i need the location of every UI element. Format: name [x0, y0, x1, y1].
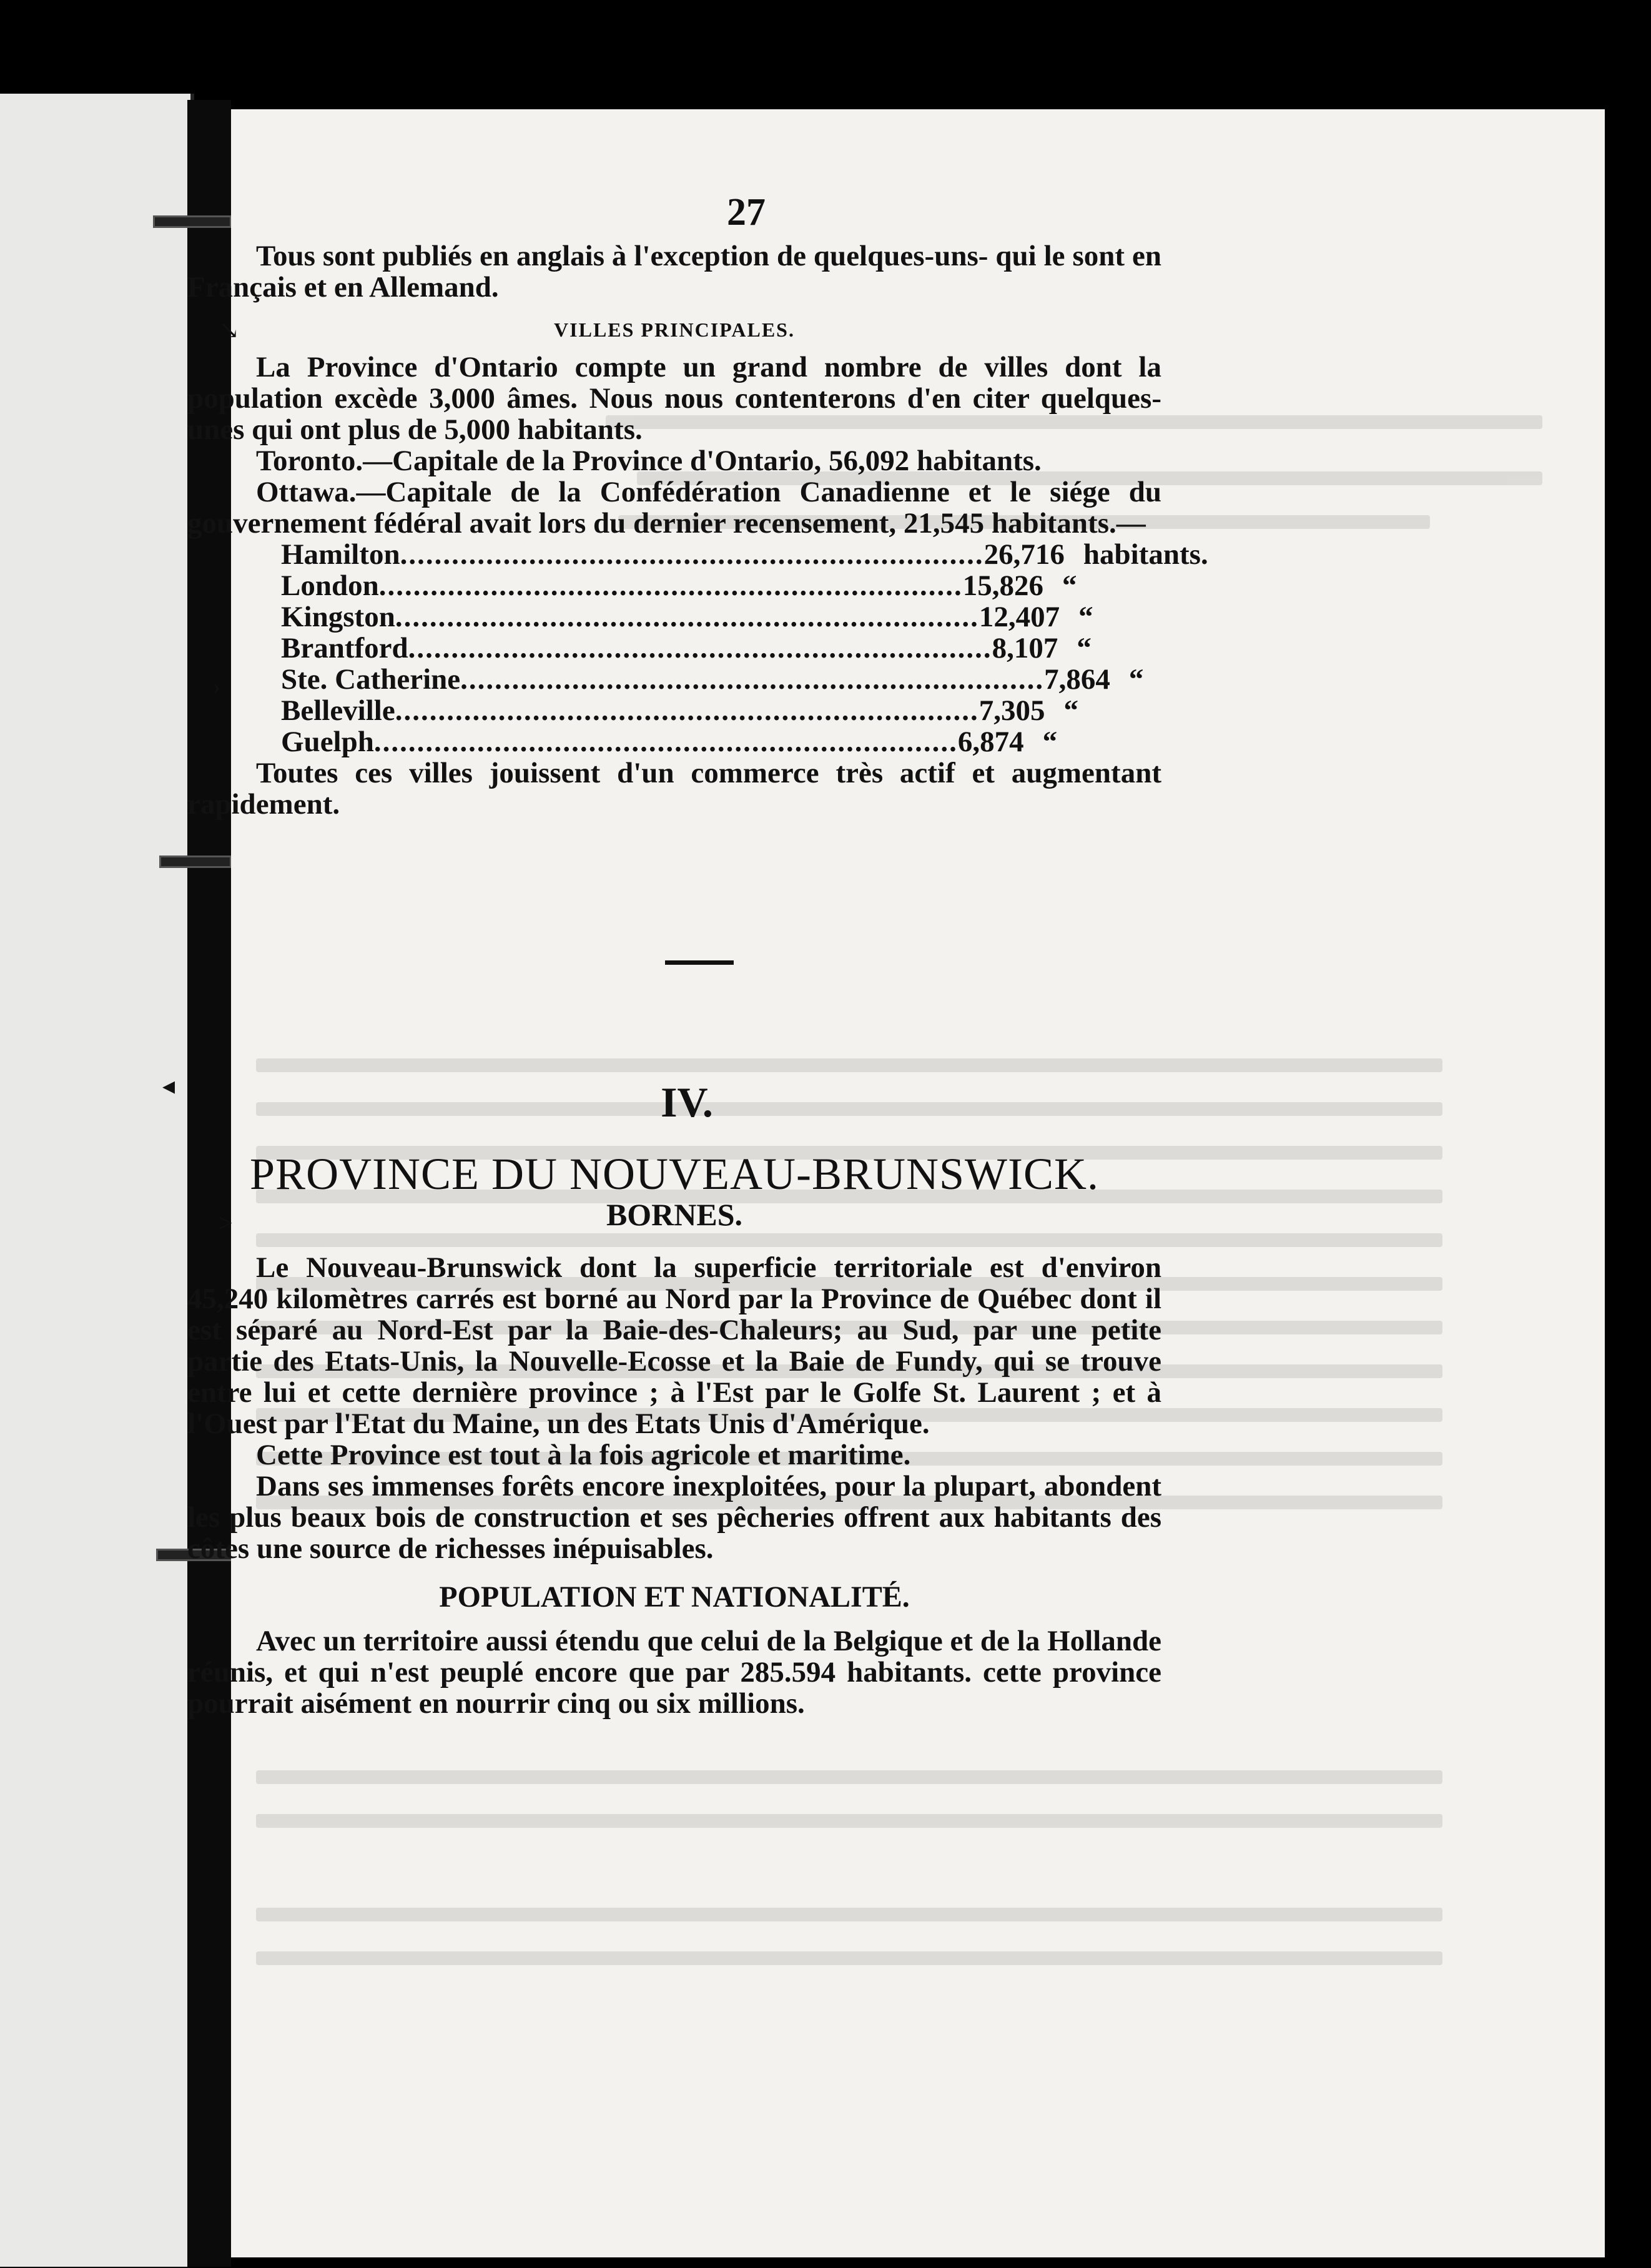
margin-mark: ◂ [162, 1072, 175, 1100]
ottawa-line: Ottawa.—Capitale de la Confédération Canadienne et le siége du gouvernement fédéral avait lors du dernier recensement, 21,545 habitants.— [187, 476, 1161, 540]
margin-mark: › [212, 672, 221, 700]
leader-dots: .................................................................... [460, 663, 1045, 696]
city-name: Brantford [281, 632, 408, 664]
city-row [281, 632, 1092, 664]
city-name: Ste. Catherine [281, 663, 461, 696]
city-unit: “ [1062, 569, 1077, 602]
city-unit: “ [1063, 694, 1078, 727]
toronto-line: Toronto.—Capitale de la Province d'Ontario, 56,092 habitants. [256, 445, 1042, 477]
city-name: Kingston [281, 601, 395, 633]
city-row [281, 663, 1144, 696]
city-name: Hamilton [281, 538, 400, 571]
section-heading-villes: VILLES PRINCIPALES. [554, 318, 795, 341]
leader-dots: .................................................................... [373, 726, 958, 758]
city-population: 12,407 [978, 601, 1060, 633]
villes-closing: Toutes ces villes jouissent d'un commerce très actif et augmentant rapidement. [187, 757, 1161, 821]
city-population: 26,716 [983, 538, 1065, 571]
chapter-title: PROVINCE DU NOUVEAU-BRUNSWICK. [250, 1149, 1099, 1199]
city-unit: “ [1042, 726, 1058, 758]
city-unit: “ [1077, 632, 1092, 664]
bornes-paragraph: Cette Province est tout à la fois agricole et maritime. [256, 1439, 911, 1471]
city-row [281, 601, 1093, 633]
page-number: 27 [727, 191, 766, 234]
adjacent-page-edge [0, 94, 194, 2267]
city-row [281, 569, 1077, 602]
city-unit: habitants. [1083, 538, 1208, 571]
bornes-paragraph: Dans ses immenses forêts encore inexploitées, pour la plupart, abondent les plus beaux bois de construction et ses pêcheries offrent aux habitants des côtes une source de richesses inépuisables. [187, 1470, 1161, 1565]
bornes-heading: BORNES. [606, 1197, 743, 1232]
leader-dots: .................................................................... [395, 694, 979, 727]
city-population: 8,107 [992, 632, 1058, 664]
leader-dots: .................................................................... [408, 632, 992, 664]
city-name: London [281, 569, 379, 602]
city-list [187, 538, 1208, 758]
margin-mark: ↘ [219, 316, 240, 344]
population-paragraph: Avec un territoire aussi étendu que celui de la Belgique et de la Hollande réunis, et qui n'est peuplé encore que par 285.594 habitants. cette province pourrait aisément en nourrir cinq ou six millions. [187, 1625, 1161, 1720]
city-population: 7,864 [1044, 663, 1110, 696]
population-heading: POPULATION ET NATIONALITÉ. [439, 1580, 910, 1614]
city-name: Guelph [281, 726, 374, 758]
intro-paragraph: Tous sont publiés en anglais à l'exception de quelques-uns- qui le sont en Français et en Allemand. [187, 240, 1161, 303]
section-rule [665, 960, 734, 965]
chapter-numeral: IV. [661, 1078, 713, 1126]
city-row [281, 726, 1058, 758]
city-name: Belleville [281, 694, 395, 727]
city-population: 6,874 [957, 726, 1024, 758]
leader-dots: .................................................................... [378, 569, 963, 602]
leader-dots: .................................................................... [400, 538, 984, 571]
bornes-paragraph: Le Nouveau-Brunswick dont la superficie territoriale est d'environ 45,240 kilomètres carrés est borné au Nord par la Province de Québec dont il est séparé au Nord-Est par la Baie-des-Chaleurs; au Sud, par une petite partie des Etats-Unis, la Nouvelle-Ecosse et la Baie de Fundy, qui se trouve entre lui et cette dernière province ; à l'Est par le Golfe St. Laurent ; et à l'Ouest par l'Etat du Maine, un des Etats Unis d'Amérique. [187, 1251, 1161, 1440]
city-population: 7,305 [978, 694, 1045, 727]
city-population: 15,826 [962, 569, 1044, 602]
page-content [187, 191, 1208, 1720]
villes-paragraph: La Province d'Ontario compte un grand nombre de villes dont la population excède 3,000 âmes. Nous nous contenterons d'en citer quelques-unes qui ont plus de 5,000 habitants. [187, 351, 1161, 446]
city-unit: “ [1078, 601, 1093, 633]
leader-dots: .................................................................... [395, 601, 979, 633]
city-row [281, 694, 1078, 727]
city-row [281, 538, 1208, 571]
margin-mark: ˃ [219, 1209, 233, 1237]
city-unit: “ [1128, 663, 1144, 696]
